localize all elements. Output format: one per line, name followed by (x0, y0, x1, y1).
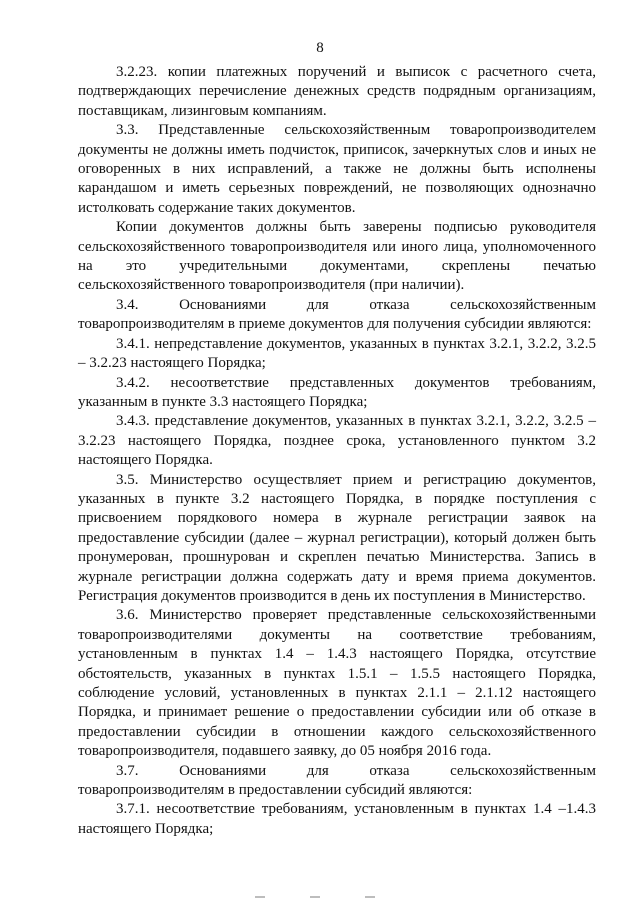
paragraph-3-7-1: 3.7.1. несоответствие требованиям, установленным в пунктах 1.4 –1.4.3 настоящего Порядка; (78, 801, 596, 837)
page-number: 8 (316, 40, 324, 56)
paragraph-3-5: 3.5. Министерство осуществляет прием и регистрацию документов, указанных в пункте 3.2 настоящего Порядка, в порядке поступления с присвоением порядкового номера в журнале регистрации заявок на предоставление субсидии (далее – журнал регистрации), который должен быть пронумерован, прошнурован и скреплен печатью Министерства. Запись в журнале регистрации должна содержать дату и время приема документов. Регистрация документов производится в день их поступления в Министерство. (78, 471, 596, 604)
paragraph-copies: Копии документов должны быть заверены подписью руководителя сельскохозяйственного товаропроизводителя или иного лица, уполномоченного на это учредительными документами, скреплены печатью сельскохозяйственного товаропроизводителя (при наличии). (78, 219, 596, 294)
paragraph-3-3: 3.3. Представленные сельскохозяйственным товаропроизводителем документы не должны иметь подчисток, приписок, зачеркнутых слов и иных не оговоренных в них исправлений, а также не должны быть исполнены карандашом и иметь серьезных повреждений, не позволяющих однозначно истолковать содержание таких документов. (78, 122, 596, 216)
document-body (78, 63, 596, 839)
scan-mark (255, 896, 265, 898)
paragraph-3-4-1: 3.4.1. непредставление документов, указанных в пунктах 3.2.1, 3.2.2, 3.2.5 – 3.2.23 настоящего Порядка; (78, 335, 596, 372)
paragraph-3-7: 3.7. Основаниями для отказа сельскохозяйственным товаропроизводителям в предоставлении субсидий являются: (78, 762, 596, 799)
footer-scan-marks (255, 896, 375, 899)
paragraph-3-4: 3.4. Основаниями для отказа сельскохозяйственным товаропроизводителям в приеме документов для получения субсидии являются: (78, 296, 596, 333)
paragraph-3-2-23: 3.2.23. копии платежных поручений и выписок с расчетного счета, подтверждающих перечисление денежных средств подрядным организациям, поставщикам, лизинговым компаниям. (78, 64, 596, 119)
paragraph-3-4-3: 3.4.3. представление документов, указанных в пунктах 3.2.1, 3.2.2, 3.2.5 – 3.2.23 настоящего Порядка, позднее срока, установленного пунктом 3.2 настоящего Порядка. (78, 413, 596, 469)
scan-mark (310, 896, 320, 898)
scan-mark (365, 896, 375, 898)
paragraph-3-4-2: 3.4.2. несоответствие представленных документов требованиям, указанным в пункте 3.3 настоящего Порядка; (78, 374, 596, 410)
paragraph-3-6: 3.6. Министерство проверяет представленные сельскохозяйственными товаропроизводителями документы на соответствие требованиям, установленным в пунктах 1.4 – 1.4.3 настоящего Порядка, отсутствие обстоятельств, указанных в пунктах 1.5.1 – 1.5.5 настоящего Порядка, соблюдение условий, установленных в пунктах 2.1.1 – 2.1.12 настоящего Порядка, и принимает решение о предоставлении субсидии или об отказе в предоставлении субсидии в отношении каждого сельскохозяйственного товаропроизводителя, подавшего заявку, до 05 ноября 2016 года. (78, 607, 596, 760)
